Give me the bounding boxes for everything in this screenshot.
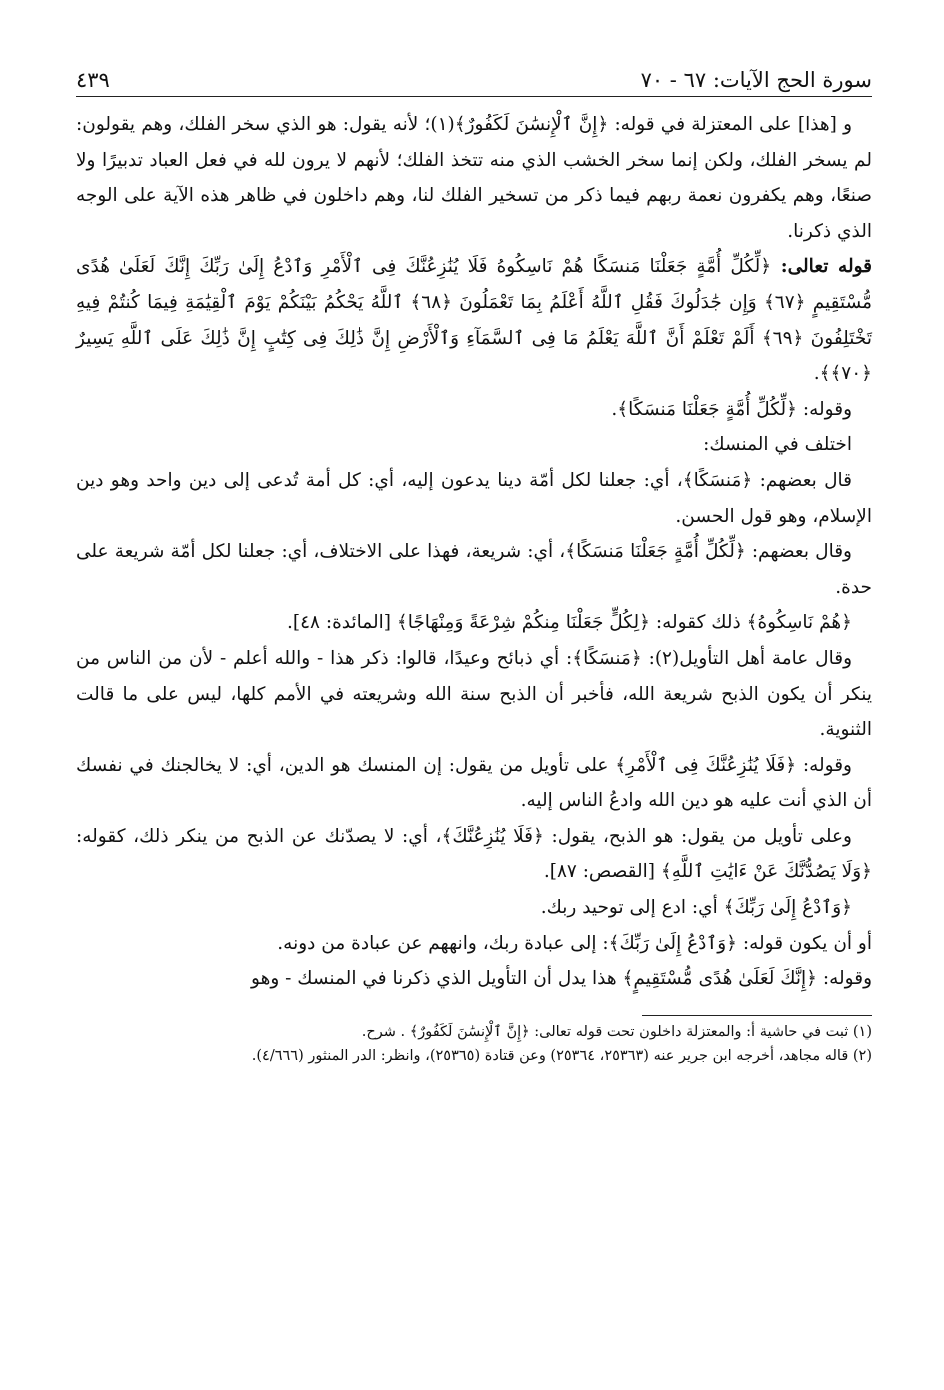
running-header	[76, 56, 872, 92]
paragraph-3: وقوله: ﴿لِّكُلِّ أُمَّةٍ جَعَلْنَا مَنسَكًا﴾.	[611, 398, 852, 420]
paragraph-9: وقوله: ﴿فَلَا يُنَٰزِعُنَّكَ فِى ٱلْأَمْرِ﴾ على تأويل من يقول: إن المنسك هو الدين، أي: لا يخالجنك في نفسك أن الذي أنت عليه هو دين الله وادعُ الناس إليه.	[76, 754, 872, 812]
footnote-2: (٢) قاله مجاهد، أخرجه ابن جرير عنه (٢٥٣٦٣، ٢٥٣٦٤) وعن قتادة (٢٥٣٦٥)، وانظر: الدر المنثور (٤/٦٦٦).	[251, 1047, 872, 1064]
main-text	[76, 107, 872, 997]
paragraph-1: و [هذا] على المعتزلة في قوله: ﴿إِنَّ ٱلْإِنسَٰنَ لَكَفُورٌ﴾(١)؛ لأنه يقول: هو الذي سخر الفلك، وهم يقولون: لم يسخر الفلك، ولكن إنما سخر الخشب الذي منه تتخذ الفلك؛ لأنهم لا يرون لله في فعل العباد تدبيرًا ولا صنعًا، وهم يكفرون نعمة ربهم فيما ذكر من تسخير الفلك لنا، وهم داخلون في ظاهر هذه الآية على الوجه الذي ذكرنا.	[76, 114, 872, 242]
header-title: سورة الحج الآيات: ٦٧ - ٧٠	[640, 68, 872, 92]
footnote-rule	[642, 1015, 872, 1016]
book-page	[76, 56, 872, 1068]
paragraph-13: وقوله: ﴿إِنَّكَ لَعَلَىٰ هُدًى مُّسْتَقِيمٍ﴾ هذا يدل أن التأويل الذي ذكرنا في المنسك - وهو	[251, 968, 872, 990]
paragraph-12: أو أن يكون قوله: ﴿وَٱدْعُ إِلَىٰ رَبِّكَ﴾: إلى عبادة ربك، وانههم عن عبادة من دونه.	[277, 932, 872, 954]
verse-text: ﴿لِّكُلِّ أُمَّةٍ جَعَلْنَا مَنسَكًا هُمْ نَاسِكُوهُ فَلَا يُنَٰزِعُنَّكَ فِى ٱلْأَمْرِ وَٱدْعُ إِلَىٰ رَبِّكَ إِنَّكَ لَعَلَىٰ هُدًى مُّسْتَقِيمٍ ﴿٦٧﴾ وَإِن جَٰدَلُوكَ فَقُلِ ٱللَّهُ أَعْلَمُ بِمَا تَعْمَلُونَ ﴿٦٨﴾ ٱللَّهُ يَحْكُمُ بَيْنَكُمْ يَوْمَ ٱلْقِيَٰمَةِ فِيمَا كُنتُمْ فِيهِ تَخْتَلِفُونَ ﴿٦٩﴾ أَلَمْ تَعْلَمْ أَنَّ ٱللَّهَ يَعْلَمُ مَا فِى ٱلسَّمَآءِ وَٱلْأَرْضِ إِنَّ ذَٰلِكَ فِى كِتَٰبٍ إِنَّ ذَٰلِكَ عَلَى ٱللَّهِ يَسِيرٌ ﴿٧٠﴾﴾.	[76, 256, 872, 385]
verse-intro: قوله تعالى:	[771, 256, 873, 278]
verse-paragraph	[76, 249, 872, 391]
paragraph-11: ﴿وَٱدْعُ إِلَىٰ رَبِّكَ﴾ أي: ادع إلى توحيد ربك.	[540, 897, 852, 919]
paragraph-4: اختلف في المنسك:	[703, 434, 852, 456]
paragraph-10: وعلى تأويل من يقول: هو الذبح، يقول: ﴿فَلَا يُنَٰزِعُنَّكَ﴾، أي: لا يصدّنك عن الذبح من ينكر ذلك، كقوله: ﴿وَلَا يَصُدُّنَّكَ عَنْ ءَايَٰتِ ٱللَّهِ﴾ [القصص: ٨٧].	[76, 825, 872, 883]
footnotes	[76, 1020, 872, 1068]
paragraph-5: قال بعضهم: ﴿مَنسَكًا﴾، أي: جعلنا لكل أمّة دينا يدعون إليه، أي: كل أمة تُدعى إلى دين واحد وهو دين الإسلام، وهو قول الحسن.	[76, 469, 872, 527]
footnote-1: (١) ثبت في حاشية أ: والمعتزلة داخلون تحت قوله تعالى: ﴿إِنَّ ٱلْإِنسَٰنَ لَكَفُورٌ﴾ . شرح.	[361, 1023, 872, 1040]
paragraph-8: وقال عامة أهل التأويل(٢): ﴿مَنسَكًا﴾: أي ذبائح وعيدًا، قالوا: ذكر هذا - والله أعلم - لأن من الناس من ينكر أن يكون الذبح شريعة الله، فأخبر أن الذبح سنة الله وشريعته في الأمم كلها، ليس على ما قالت الثنوية.	[76, 647, 872, 741]
page-number: ٤٣٩	[76, 68, 110, 92]
paragraph-7: ﴿هُمْ نَاسِكُوهُ﴾ ذلك كقوله: ﴿لِكُلٍّ جَعَلْنَا مِنكُمْ شِرْعَةً وَمِنْهَاجًا﴾ [المائدة: ٤٨].	[287, 612, 852, 634]
paragraph-6: وقال بعضهم: ﴿لِّكُلِّ أُمَّةٍ جَعَلْنَا مَنسَكًا﴾، أي: شريعة، فهذا على الاختلاف، أي: جعلنا لكل أمّة شريعة على حدة.	[76, 541, 872, 598]
header-rule	[76, 96, 872, 97]
